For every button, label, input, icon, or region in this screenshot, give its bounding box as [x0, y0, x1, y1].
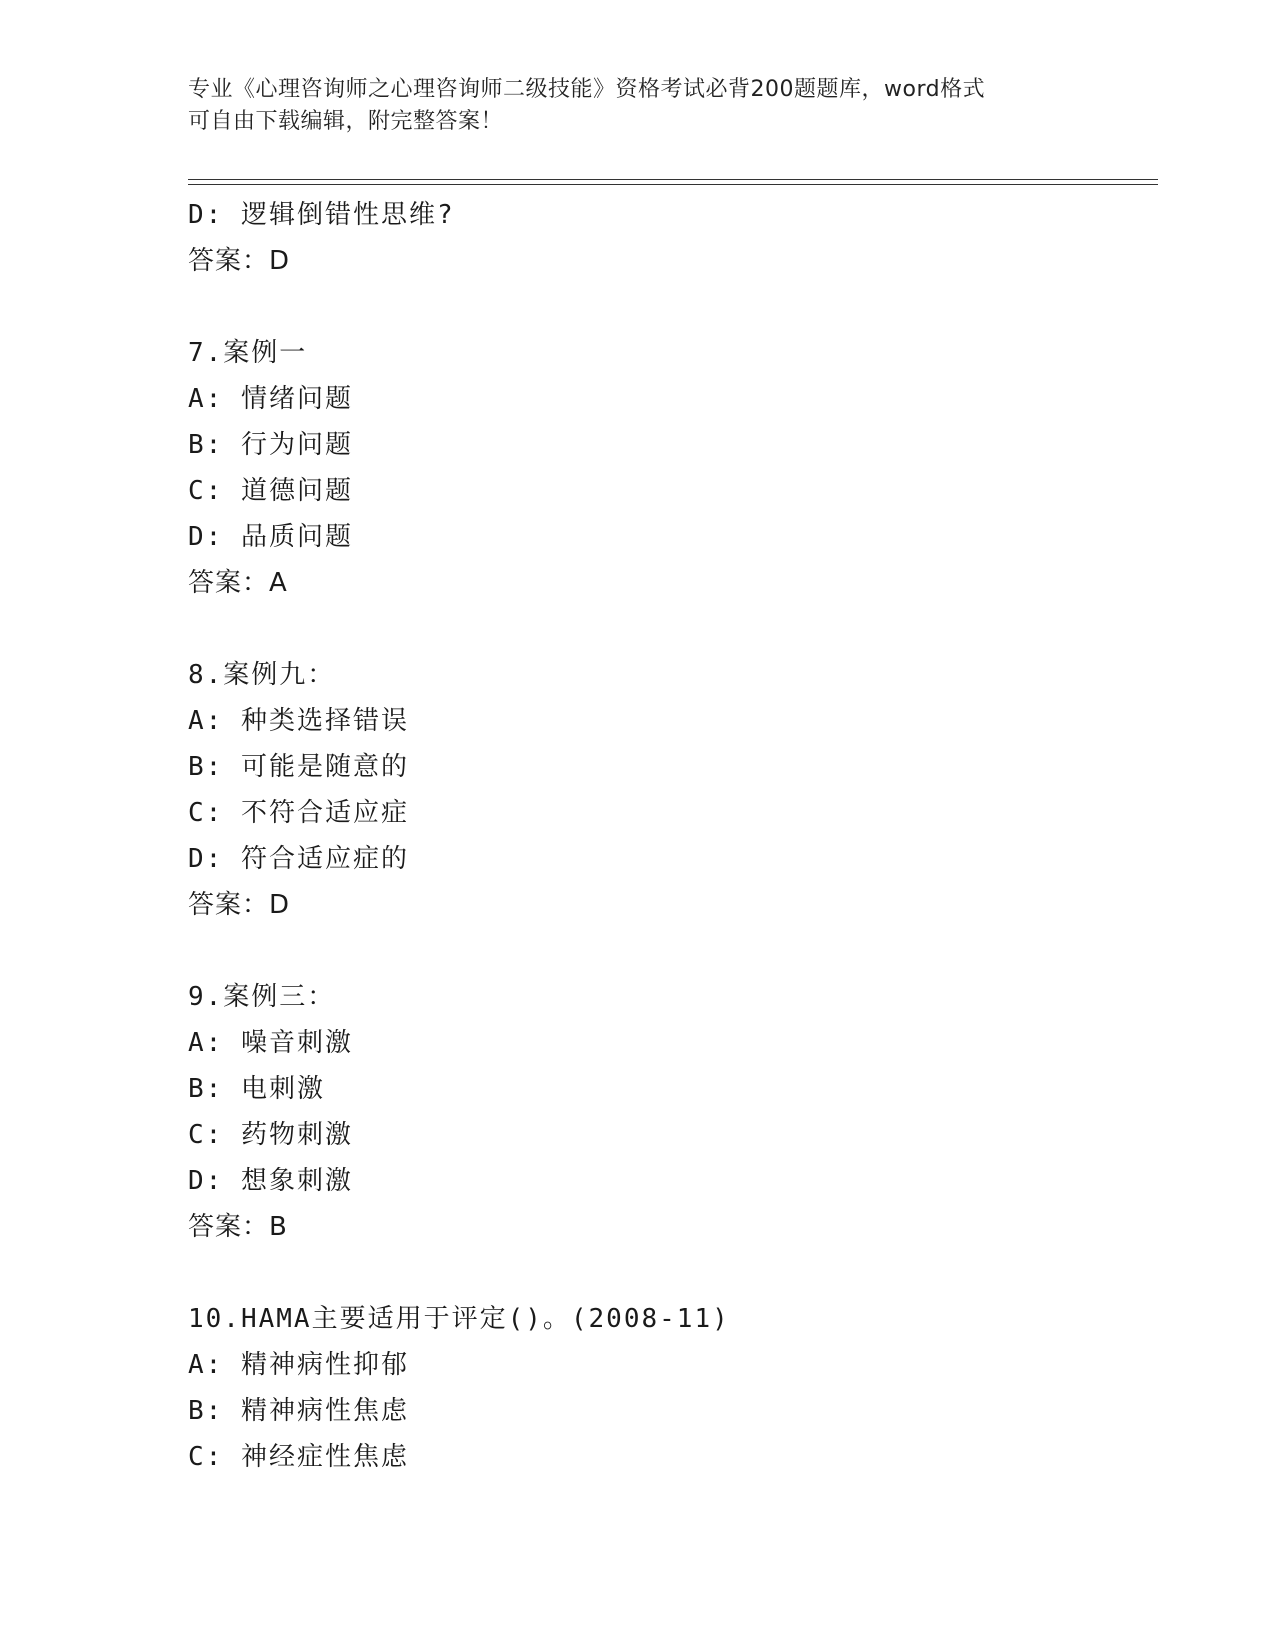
question-7-option-d: D: 品质问题 [188, 522, 353, 552]
question-list [188, 192, 1158, 1480]
question-10-option-a: A: 精神病性抑郁 [188, 1350, 409, 1380]
question-9-title: 9.案例三： [188, 982, 336, 1012]
question-8-option-a: A: 种类选择错误 [188, 706, 409, 736]
question-8-answer: 答案：D [188, 890, 291, 920]
question-9-option-b: B: 电刺激 [188, 1074, 325, 1104]
question-9-option-d: D: 想象刺激 [188, 1166, 353, 1196]
carryover-answer: 答案：D [188, 246, 291, 276]
question-9-option-a: A: 噪音刺激 [188, 1028, 353, 1058]
header-divider-bottom [188, 184, 1158, 185]
question-8-option-b: B: 可能是随意的 [188, 752, 409, 782]
carryover-option-d: D: 逻辑倒错性思维? [188, 200, 455, 230]
question-10-option-c: C: 神经症性焦虑 [188, 1442, 409, 1472]
header-divider-top [188, 179, 1158, 180]
question-7-option-a: A: 情绪问题 [188, 384, 353, 414]
spacer [188, 284, 1158, 330]
document-header [188, 74, 1088, 138]
question-10-title: 10.HAMA主要适用于评定()。(2008-11) [188, 1304, 730, 1334]
question-7-title: 7.案例一 [188, 338, 308, 368]
question-8-option-c: C: 不符合适应症 [188, 798, 409, 828]
header-line-2: 可自由下载编辑，附完整答案！ [188, 109, 504, 134]
question-10-option-b: B: 精神病性焦虑 [188, 1396, 409, 1426]
spacer [188, 606, 1158, 652]
question-8-option-d: D: 符合适应症的 [188, 844, 409, 874]
question-7-answer: 答案：A [188, 568, 288, 598]
question-9-option-c: C: 药物刺激 [188, 1120, 353, 1150]
header-line-1: 专业《心理咨询师之心理咨询师二级技能》资格考试必背200题题库，word格式 [188, 77, 986, 102]
question-8-title: 8.案例九： [188, 660, 336, 690]
question-7-option-c: C: 道德问题 [188, 476, 353, 506]
question-7-option-b: B: 行为问题 [188, 430, 353, 460]
spacer [188, 1250, 1158, 1296]
spacer [188, 928, 1158, 974]
question-9-answer: 答案：B [188, 1212, 288, 1242]
